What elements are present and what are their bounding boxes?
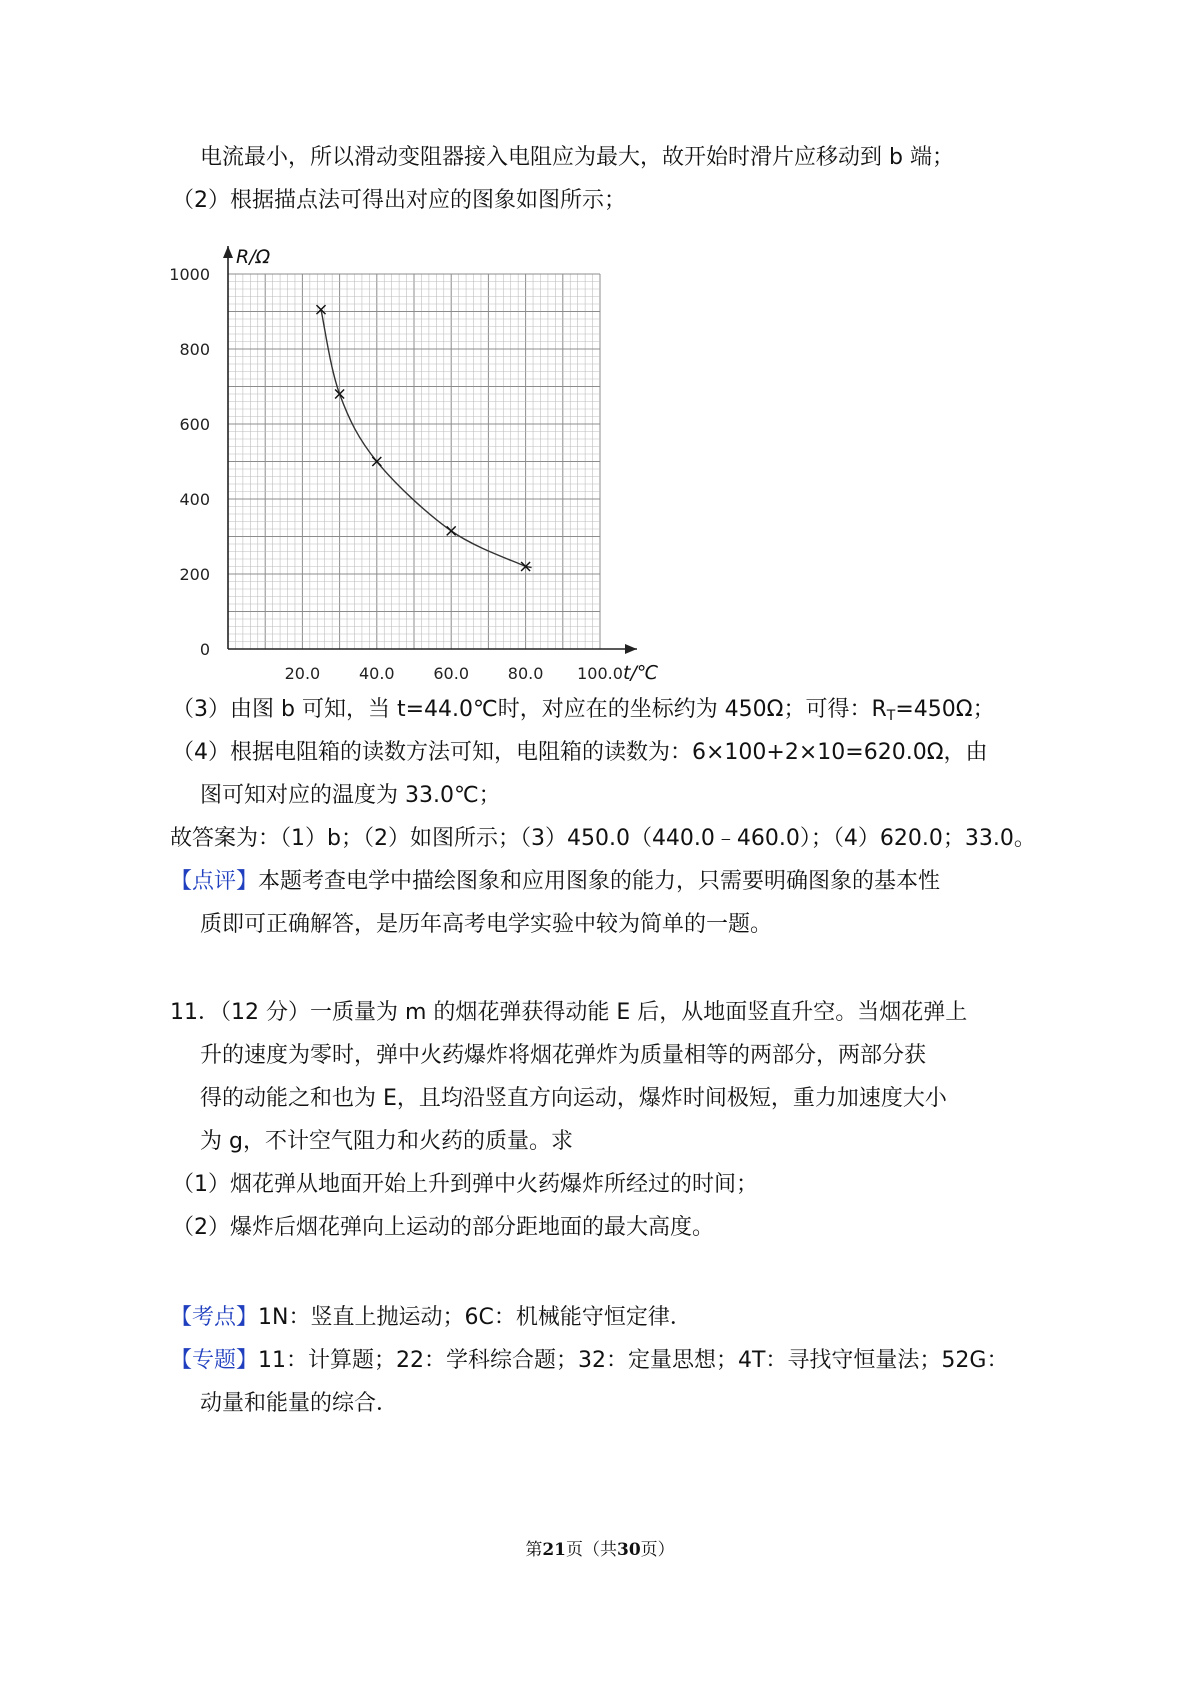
x-axis-arrow [625,644,637,654]
page-footer [0,1535,1200,1560]
comment-text: 本题考查电学中描绘图象和应用图象的能力，只需要明确图象的基本性 [258,869,941,894]
text-line-1: 电流最小，所以滑动变阻器接入电阻应为最大，故开始时滑片应移动到 b 端； [200,145,954,170]
y-tick-label: 400 [179,490,210,509]
question-part-2: （2）爆炸后烟花弹向上运动的部分距地面的最大高度。 [172,1215,714,1240]
kaodian-line [170,1303,692,1333]
footer-post: 页） [640,1540,675,1560]
question-part-1: （1）烟花弹从地面开始上升到弹中火药爆炸所经过的时间； [172,1172,758,1197]
resistance-temperature-chart [169,246,735,746]
y-axis-arrow [223,246,233,258]
chart-svg [169,246,735,746]
text-line-3-b: =450Ω； [895,697,995,722]
kaodian-tag: 【考点】 [170,1305,259,1330]
zhuanti-text: 11：计算题；22：学科综合题；32：定量思想；4T：寻找守恒量法；52G： [258,1348,1009,1373]
footer-total-pages: 30 [617,1540,641,1560]
footer-pre: 第 [525,1540,543,1560]
question-line-3: 得的动能之和也为 E，且均沿竖直方向运动，爆炸时间极短，重力加速度大小 [200,1086,947,1111]
text-line-3-a: （3）由图 b 可知，当 t=44.0℃时，对应在的坐标约为 450Ω；可得：R [172,697,887,722]
footer-page-number: 21 [542,1540,566,1560]
question-line-2: 升的速度为零时，弹中火药爆炸将烟花弹炸为质量相等的两部分，两部分获 [200,1043,927,1068]
y-axis-label: R/Ω [236,246,271,268]
zhuanti-tag: 【专题】 [170,1348,259,1373]
y-tick-label: 600 [179,415,210,434]
comment-line-1 [170,867,940,897]
kaodian-text: 1N：竖直上抛运动；6C：机械能守恒定律． [258,1305,692,1330]
y-tick-label: 1000 [169,265,210,284]
question-line-4: 为 g，不计空气阻力和火药的质量。求 [200,1129,573,1154]
text-line-2: （2）根据描点法可得出对应的图象如图所示； [172,188,626,213]
x-tick-label: 20.0 [284,664,321,683]
text-line-5: 图可知对应的温度为 33.0℃； [200,783,501,808]
x-tick-label: 40.0 [358,664,395,683]
comment-tag: 【点评】 [170,869,259,894]
y-tick-label: 0 [199,640,210,659]
footer-mid: 页（共 [566,1540,617,1560]
x-tick-label: 80.0 [507,664,544,683]
y-tick-label: 200 [179,565,210,584]
x-axis-label: t/℃ [623,662,659,684]
zhuanti-line-1 [170,1346,1008,1376]
text-line-3 [172,695,995,731]
text-line-3-sub: T [886,708,896,724]
answer-line: 故答案为：（1）b；（2）如图所示；（3）450.0（440.0﹣460.0）；（4）620.0；33.0。 [170,826,1036,851]
text-line-4: （4）根据电阻箱的读数方法可知，电阻箱的读数为：6×100+2×10=620.0Ω，由 [172,740,988,765]
x-tick-label: 60.0 [433,664,470,683]
zhuanti-line-2: 动量和能量的综合． [200,1391,399,1416]
comment-line-2: 质即可正确解答，是历年高考电学实验中较为简单的一题。 [200,912,773,937]
y-tick-label: 800 [179,340,210,359]
x-tick-label: 100.0 [577,664,623,683]
question-line-1: 11．（12 分）一质量为 m 的烟花弹获得动能 E 后，从地面竖直升空。当烟花弹上 [170,1000,968,1025]
